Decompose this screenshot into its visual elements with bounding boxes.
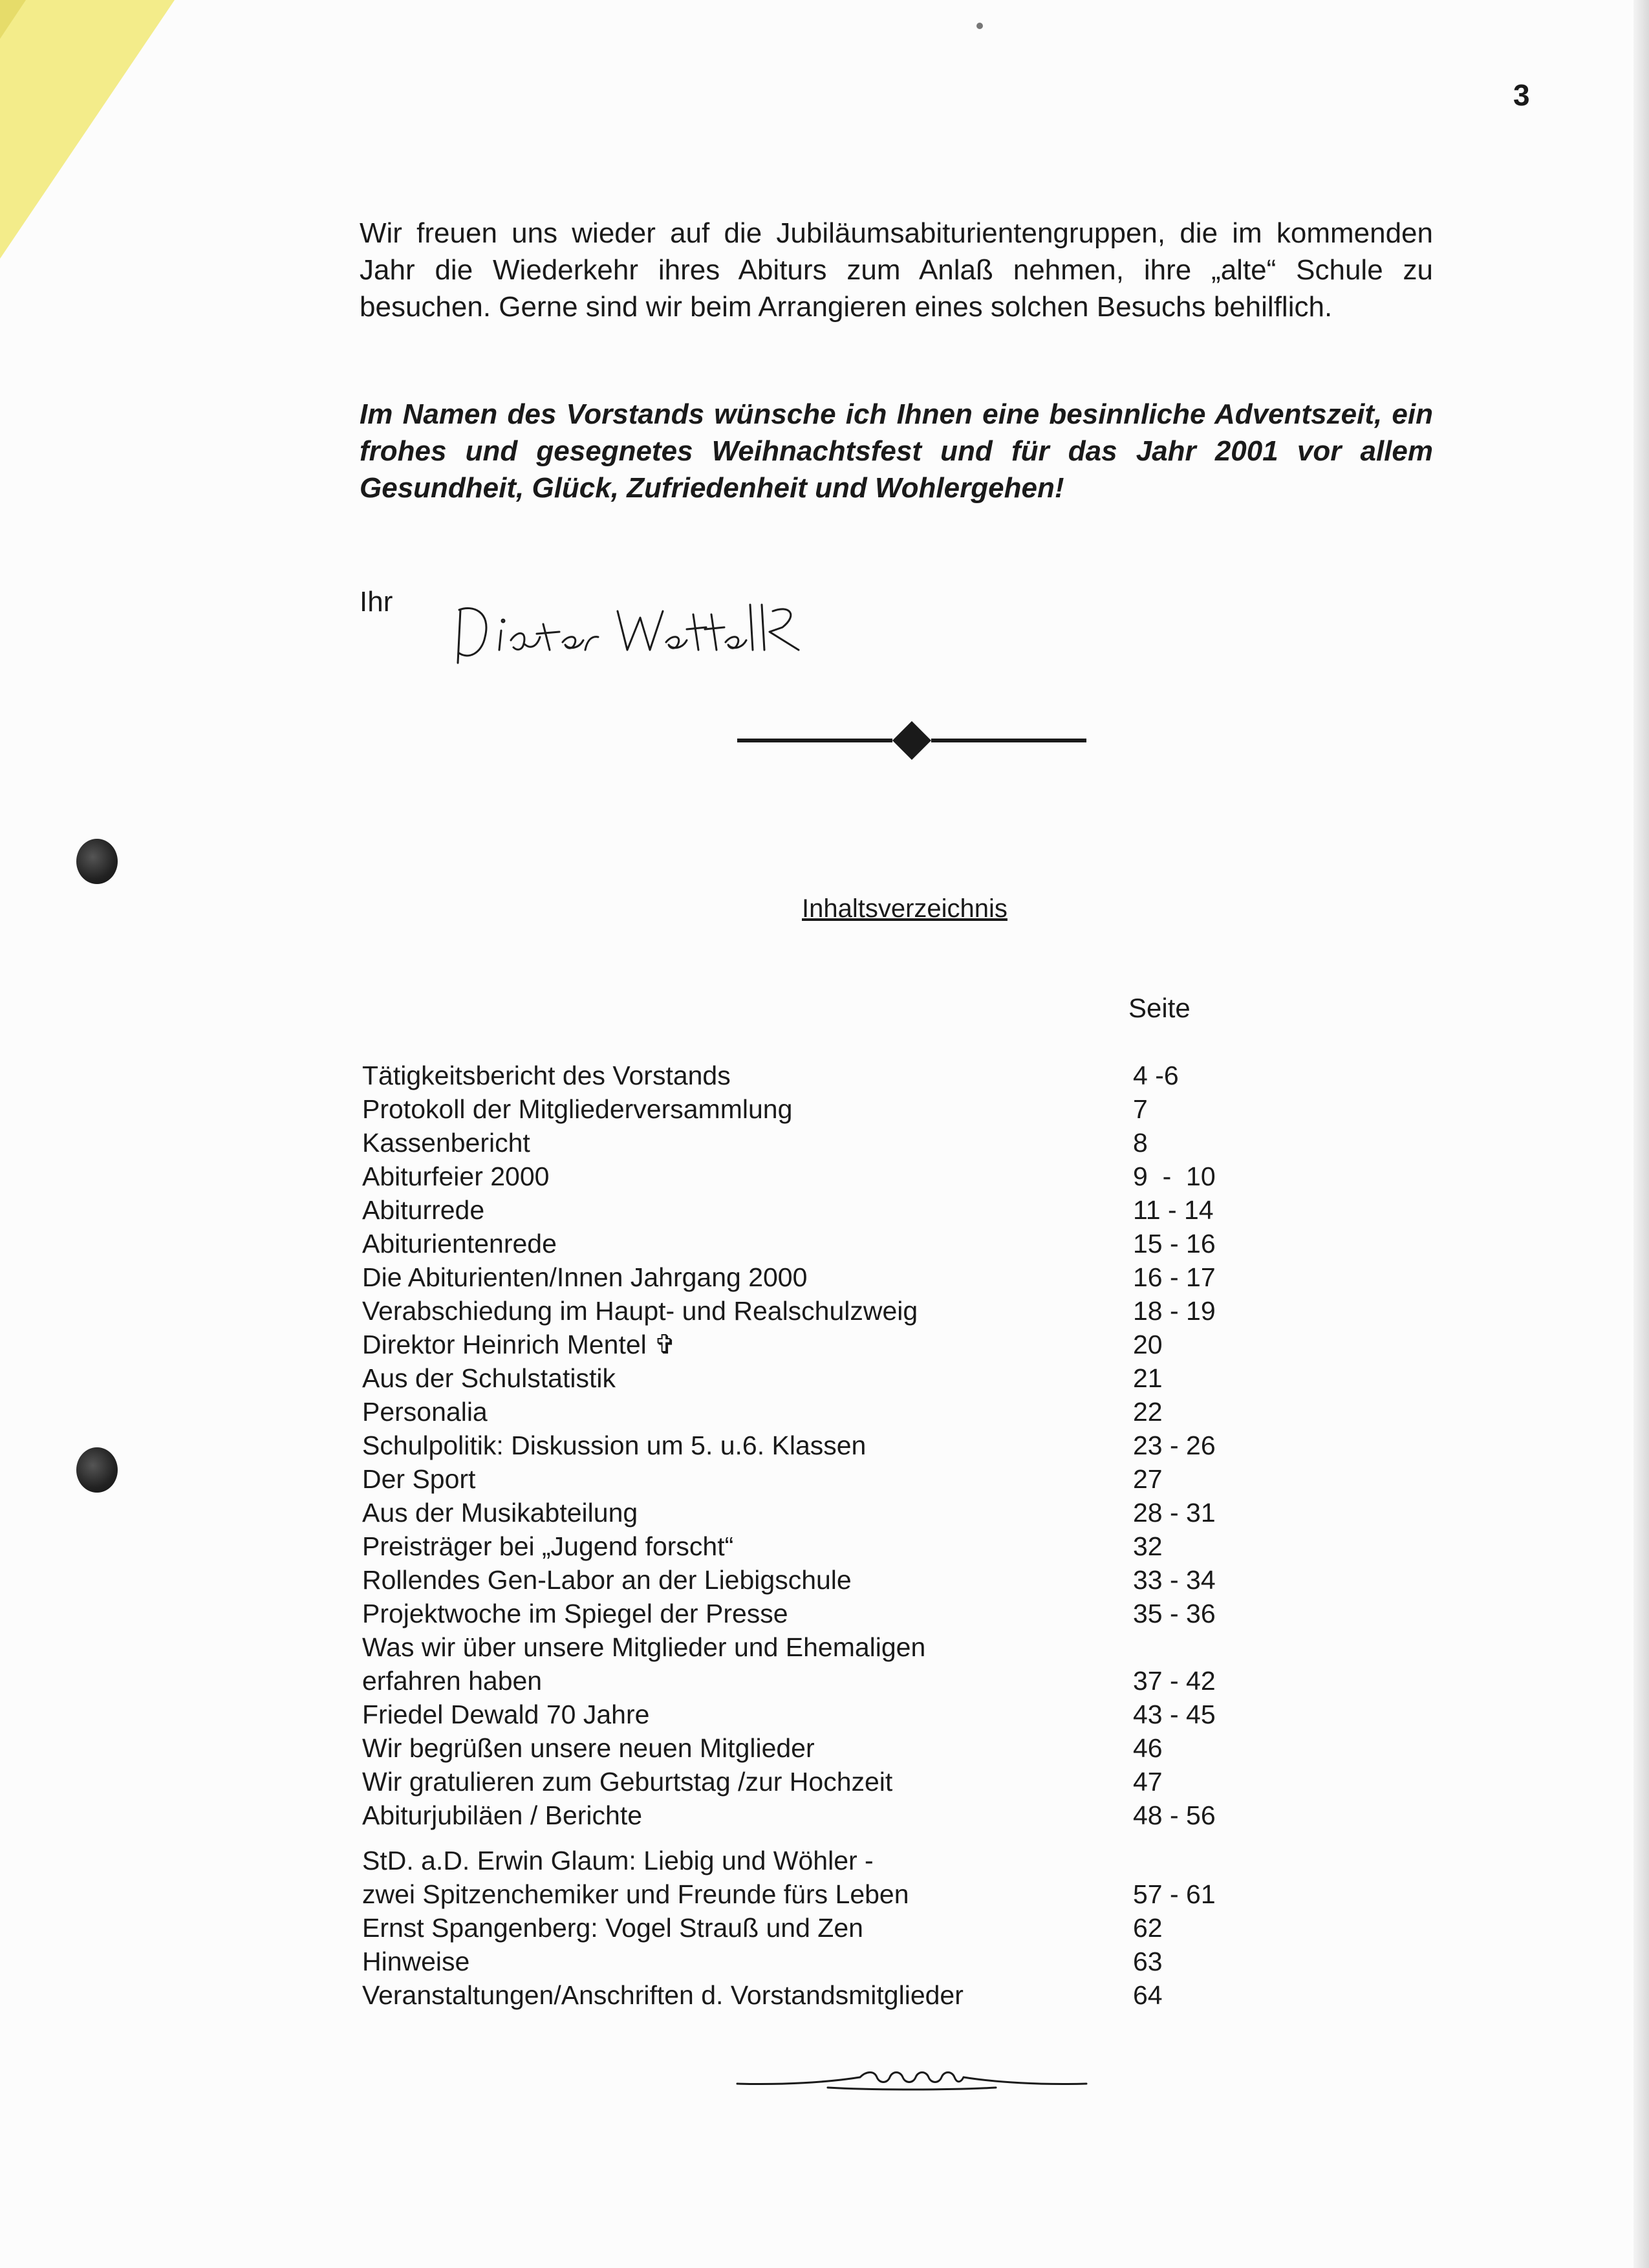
- toc-entry-pages: 32: [1133, 1531, 1163, 1561]
- greeting-paragraph: Im Namen des Vorstands wünsche ich Ihnen eine besinnliche Adventszeit, ein frohes und gesegnetes Weihnachtsfest und für das Jahr 2001 vor allem Gesundheit, Glück, Zufriedenheit und Wohlergehen!: [360, 398, 1433, 504]
- toc-page-header: Seite: [1128, 993, 1191, 1023]
- toc-entry: [362, 1765, 1267, 1798]
- toc-entry-label: Kassenbericht: [362, 1128, 530, 1158]
- toc-entry-label: Abiturrede: [362, 1195, 485, 1225]
- toc-entry-label: Was wir über unsere Mitglieder und Ehemaligen erfahren haben: [362, 1632, 926, 1696]
- toc-entry-pages: 22: [1133, 1397, 1163, 1427]
- toc-entry-label: Wir gratulieren zum Geburtstag /zur Hochzeit: [362, 1767, 893, 1797]
- toc-entry-label: Schulpolitik: Diskussion um 5. u.6. Klassen: [362, 1431, 867, 1460]
- sticky-note-tab: [0, 0, 175, 259]
- toc-entry: [362, 1529, 1267, 1563]
- toc-entry-label: Verabschiedung im Haupt- und Realschulzweig: [362, 1296, 918, 1326]
- toc-entry: [362, 1193, 1267, 1227]
- toc-entry-pages: 11 - 14: [1133, 1195, 1214, 1225]
- toc-entry-label: StD. a.D. Erwin Glaum: Liebig und Wöhler - zwei Spitzenchemiker und Freunde fürs Leben: [362, 1846, 909, 1909]
- divider-ornament-diamond: [731, 718, 1093, 763]
- signature-image: [446, 585, 808, 676]
- toc-entry-pages: 64: [1133, 1980, 1163, 2010]
- punch-hole-upper: [76, 839, 118, 884]
- toc-entry-label: Abiturjubiläen / Berichte: [362, 1800, 643, 1830]
- toc-entry: [362, 1361, 1267, 1395]
- punch-hole-lower: [76, 1447, 118, 1493]
- divider-ornament-flourish: [731, 2057, 1093, 2095]
- toc-entry-pages: 15 - 16: [1133, 1229, 1216, 1258]
- toc-entry-pages: 4 -6: [1133, 1061, 1179, 1090]
- toc-entry-pages: 43 - 45: [1133, 1700, 1216, 1729]
- toc-entry: [362, 1092, 1267, 1126]
- toc-entry-pages: 48 - 56: [1133, 1800, 1216, 1830]
- toc-entry-pages: 46: [1133, 1733, 1163, 1763]
- toc-entry: [362, 1126, 1267, 1160]
- toc-entry-label: Hinweise: [362, 1947, 470, 1976]
- toc-entry-label: Preisträger bei „Jugend forscht“: [362, 1531, 734, 1561]
- toc-entry-label: Abiturientenrede: [362, 1229, 557, 1258]
- toc-entry-pages: 37 - 42: [1133, 1666, 1216, 1696]
- toc-entry: [362, 1844, 1267, 1911]
- toc-entry-pages: 7: [1133, 1094, 1148, 1124]
- toc-entry-pages: 9 - 10: [1133, 1161, 1216, 1191]
- toc-entry: [362, 1462, 1267, 1496]
- page-number: 3: [1513, 78, 1530, 112]
- toc-entry-pages: 16 - 17: [1133, 1262, 1216, 1292]
- toc-entry-label: Protokoll der Mitgliederversammlung: [362, 1094, 793, 1124]
- toc-entry-label: Die Abiturienten/Innen Jahrgang 2000: [362, 1262, 808, 1292]
- toc-entry: [362, 1395, 1267, 1429]
- toc-entry-pages: 33 - 34: [1133, 1565, 1216, 1595]
- page-edge: [1633, 0, 1649, 2268]
- toc-entry-pages: 21: [1133, 1363, 1163, 1393]
- toc-entry-label: Personalia: [362, 1397, 488, 1427]
- toc-list: [362, 1059, 1267, 2012]
- toc-entry-pages: 47: [1133, 1767, 1163, 1797]
- toc-entry-label: Aus der Schulstatistik: [362, 1363, 616, 1393]
- toc-entry-pages: 27: [1133, 1464, 1163, 1494]
- closing-word: Ihr: [360, 586, 393, 618]
- toc-entry-label: Friedel Dewald 70 Jahre: [362, 1700, 650, 1729]
- toc-entry: [362, 1294, 1267, 1328]
- toc-entry: [362, 1978, 1267, 2012]
- scan-speck: [976, 23, 983, 29]
- sticky-note-fold: [0, 0, 26, 39]
- toc-entry: [362, 1328, 1267, 1361]
- toc-entry: [362, 1160, 1267, 1193]
- intro-paragraph: Wir freuen uns wieder auf die Jubiläumsabiturientengruppen, die im kommenden Jahr die Wiederkehr ihres Abiturs zum Anlaß nehmen, ihre „alte“ Schule zu besuchen. Gerne sind wir beim Arrangieren eines solchen Besuchs behilflich.: [360, 217, 1433, 323]
- toc-entry-label: Veranstaltungen/Anschriften d. Vorstandsmitglieder: [362, 1980, 964, 2010]
- toc-entry-pages: 20: [1133, 1330, 1163, 1359]
- toc-entry-pages: 28 - 31: [1133, 1498, 1216, 1528]
- toc-entry-pages: 18 - 19: [1133, 1296, 1216, 1326]
- toc-entry: [362, 1731, 1267, 1765]
- toc-entry-pages: 63: [1133, 1947, 1163, 1976]
- toc-entry: [362, 1260, 1267, 1294]
- toc-entry-label: Wir begrüßen unsere neuen Mitglieder: [362, 1733, 815, 1763]
- toc-entry-label: Aus der Musikabteilung: [362, 1498, 638, 1528]
- toc-entry: [362, 1630, 1267, 1698]
- toc-entry-pages: 57 - 61: [1133, 1879, 1216, 1909]
- toc-entry: [362, 1563, 1267, 1597]
- toc-entry-pages: 8: [1133, 1128, 1148, 1158]
- toc-entry-label: Abiturfeier 2000: [362, 1161, 550, 1191]
- toc-title: Inhaltsverzeichnis: [802, 894, 1008, 923]
- toc-entry: [362, 1698, 1267, 1731]
- toc-entry: [362, 1911, 1267, 1945]
- toc-entry-label: Tätigkeitsbericht des Vorstands: [362, 1061, 731, 1090]
- toc-entry-pages: 23 - 26: [1133, 1431, 1216, 1460]
- toc-entry-label: Rollendes Gen-Labor an der Liebigschule: [362, 1565, 852, 1595]
- toc-entry: [362, 1496, 1267, 1529]
- toc-entry: [362, 1597, 1267, 1630]
- toc-entry: [362, 1059, 1267, 1092]
- toc-entry-label: Ernst Spangenberg: Vogel Strauß und Zen: [362, 1913, 863, 1943]
- toc-entry: [362, 1227, 1267, 1260]
- toc-entry-pages: 35 - 36: [1133, 1599, 1216, 1628]
- toc-entry: [362, 1429, 1267, 1462]
- toc-entry: [362, 1798, 1267, 1832]
- toc-entry-pages: 62: [1133, 1913, 1163, 1943]
- toc-entry: [362, 1945, 1267, 1978]
- toc-entry-label: Direktor Heinrich Mentel ✞: [362, 1330, 676, 1359]
- toc-entry-label: Der Sport: [362, 1464, 476, 1494]
- toc-entry-label: Projektwoche im Spiegel der Presse: [362, 1599, 788, 1628]
